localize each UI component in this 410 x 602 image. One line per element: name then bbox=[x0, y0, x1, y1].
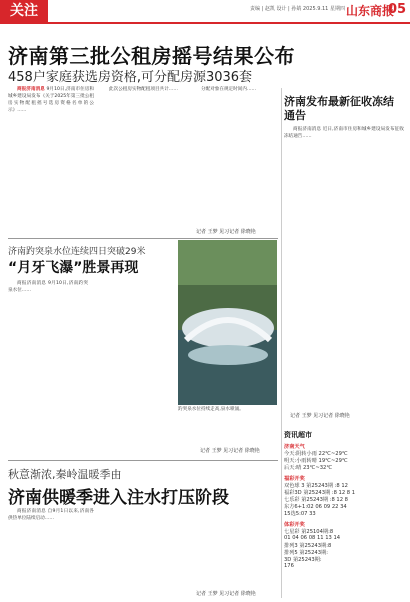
spring-text: 商报济南消息 9月10日,济南趵突泉水位…… bbox=[8, 281, 88, 293]
lead-column-2 bbox=[100, 86, 186, 234]
lottery2-label: 体彩开奖 bbox=[284, 522, 305, 528]
column-divider bbox=[281, 88, 282, 598]
section-tag: 关注 bbox=[0, 0, 48, 22]
weather-label: 济南天气 bbox=[284, 444, 305, 450]
page-meta: 责编 | 赵凯 设计 | 孙婧 2025.9.11 星期四 bbox=[250, 6, 345, 12]
lottery-line: 七乐彩 第25243期 :8 12 8 bbox=[284, 497, 348, 503]
lead-headline: 济南第三批公租房摇号结果公布 bbox=[8, 44, 295, 68]
lead-byline: 记者 王梦 见习记者 徐晓艳 bbox=[196, 229, 256, 235]
lottery2-line: 01 04 06 08 11 13 14 bbox=[284, 535, 341, 541]
section-divider bbox=[8, 238, 278, 239]
spring-title: “月牙飞瀑”胜景再现 bbox=[8, 260, 139, 276]
lottery-line: 福彩3D 第25243期 :8 12 8 1 bbox=[284, 490, 356, 496]
right-story-title: 济南发布最新征收冻结通告 bbox=[284, 95, 394, 122]
lottery-line: 15选5:07 33 bbox=[284, 511, 316, 517]
lead-dateline: 商报济南消息 bbox=[17, 87, 45, 92]
lead-column-3 bbox=[192, 86, 278, 226]
lead-col3-text: 分配对象在规定时间内…… bbox=[201, 87, 257, 92]
heating-column-3 bbox=[192, 508, 278, 588]
lottery2-line: 排列3 第25243期:8 bbox=[284, 543, 332, 549]
heating-title: 济南供暖季进入注水打压阶段 bbox=[8, 488, 229, 508]
weather-line: 后天:晴 23℃~32℃ bbox=[284, 465, 333, 471]
lead-col2-text: 此次公租房实物配租项目共计…… bbox=[109, 87, 178, 92]
paper-logo: 山东商报 bbox=[346, 4, 395, 18]
lead-col1-text: 9月10日,济南市住房和城乡建设局发布《关于2025年第三批公租房实物配租摇号选房资格名单的公示》…… bbox=[8, 87, 94, 113]
right-story-byline: 记者 王梦 见习记者 徐晓艳 bbox=[290, 413, 350, 419]
lottery-line: 东方6+1:02 06 09 22 34 bbox=[284, 504, 347, 510]
lottery2-line: 排列5 第25243期: bbox=[284, 550, 328, 556]
section-divider bbox=[8, 460, 278, 461]
lead-column-1 bbox=[8, 86, 94, 234]
lottery2-line: 3D 第25243期: bbox=[284, 557, 322, 563]
heating-column-1 bbox=[8, 508, 94, 596]
spring-photo bbox=[178, 240, 277, 405]
heating-column-2 bbox=[100, 508, 186, 596]
heating-kicker: 秋意渐浓,秦岭温暖季由 bbox=[8, 468, 122, 481]
header-rule bbox=[0, 22, 410, 24]
spring-kicker: 济南趵突泉水位连续四日突破29米 bbox=[8, 247, 146, 257]
info-box-title: 资讯超市 bbox=[284, 431, 312, 439]
right-story-text: 商报济南消息 近日,济南市住房和城乡建设局发布征收冻结通告…… bbox=[284, 127, 404, 139]
spring-column-2 bbox=[92, 280, 174, 450]
page-number: 05 bbox=[388, 2, 407, 17]
photo-caption: 趵突泉水位持续走高,泉水喷涌。 bbox=[178, 407, 244, 412]
lottery2-line: 七星彩 第25104期:8 bbox=[284, 529, 334, 535]
spring-column-1 bbox=[8, 280, 88, 450]
right-story-body bbox=[284, 126, 404, 306]
info-box bbox=[284, 430, 404, 600]
weather-line: 明天:小雨转晴 19℃~29℃ bbox=[284, 458, 348, 464]
heating-byline: 记者 王梦 见习记者 徐晓艳 bbox=[196, 591, 256, 597]
heating-text: 商报济南消息 自9月1日以来,济南各供热单位陆续启动…… bbox=[8, 509, 94, 521]
weather-line: 今天:阴转小雨 22℃~29℃ bbox=[284, 451, 348, 457]
lead-subheadline: 458户家庭获选房资格,可分配房源3036套 bbox=[8, 70, 253, 85]
lottery-label: 福彩开奖 bbox=[284, 476, 305, 482]
lottery2-line: 176 bbox=[284, 563, 294, 569]
spring-byline: 记者 王梦 见习记者 徐晓艳 bbox=[200, 448, 260, 454]
lottery-line: 双色球 3 第25243期 :8 12 bbox=[284, 483, 348, 489]
